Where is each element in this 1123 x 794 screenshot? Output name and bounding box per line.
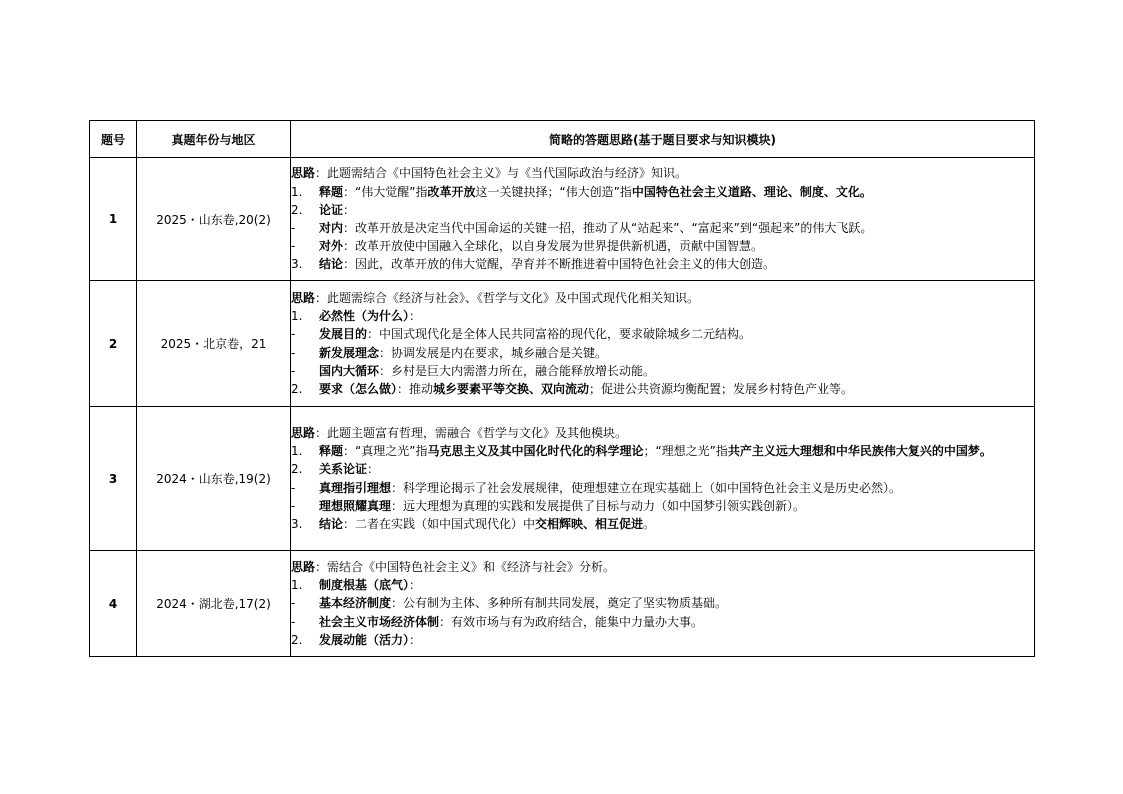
answer-line <box>291 237 1034 255</box>
answer-line <box>291 183 1034 201</box>
text: ：需结合《中国特色社会主义》和《经济与社会》分析。 <box>315 559 616 574</box>
text: ：乡村是巨大内需潜力所在，融合能释放增长动能。 <box>379 363 656 378</box>
text: ：公有制为主体、多种所有制共同发展，奠定了坚实物质基础。 <box>391 596 728 611</box>
question-number-cell: 3 <box>90 407 137 551</box>
answer-line <box>291 201 1034 219</box>
list-marker: - <box>291 614 296 629</box>
bold-text: 新发展理念 <box>319 345 380 360</box>
bold-text: 中国特色社会主义道路、理论、制度、文化。 <box>631 184 872 199</box>
text: ：此题主题富有哲理，需融合《哲学与文化》及其他模块。 <box>315 425 628 440</box>
answer-line <box>291 515 1034 533</box>
list-marker: 2. <box>291 202 303 217</box>
answer-approach-cell <box>291 158 1035 281</box>
bold-text: 真理指引理想 <box>319 480 392 495</box>
bold-text: 必然性（为什么） <box>319 309 410 324</box>
year-region-cell: 2024・湖北卷,17(2) <box>137 551 291 657</box>
list-marker: - <box>291 239 296 254</box>
text: ：改革开放是决定当代中国命运的关键一招，推动了从“站起来”、“富起来”到“强起来”的伟大飞跃。 <box>343 221 873 235</box>
bold-text: 理想照耀真理 <box>319 498 392 513</box>
text: ：二者在实践（如中国式现代化）中 <box>343 516 536 531</box>
list-marker: 1. <box>291 578 303 593</box>
answer-line <box>291 289 1034 307</box>
year-region-cell: 2024・山东卷,19(2) <box>137 407 291 551</box>
text: ： <box>343 202 356 217</box>
answer-approach-cell <box>291 281 1035 407</box>
answer-line <box>291 325 1034 343</box>
bold-text: 发展动能（活力） <box>319 632 410 647</box>
bold-text: 交相辉映、相互促进 <box>535 516 644 531</box>
answer-line <box>291 613 1034 631</box>
answer-line <box>291 255 1034 273</box>
bold-text: 释题 <box>319 444 344 459</box>
bold-text: 发展目的 <box>319 327 368 342</box>
list-marker: 2. <box>291 632 303 647</box>
list-marker: - <box>291 498 296 513</box>
text: ：中国式现代化是全体人民共同富裕的现代化，要求破除城乡二元结构。 <box>367 327 752 342</box>
answer-line <box>291 380 1034 398</box>
text: ；促进公共资源均衡配置；发展乡村特色产业等。 <box>589 381 854 396</box>
answer-approach-cell <box>291 551 1035 657</box>
list-marker: - <box>291 327 296 342</box>
table-header-row <box>90 121 1035 158</box>
answer-guide-table <box>89 120 1035 657</box>
list-marker: 2. <box>291 462 303 477</box>
list-marker: - <box>291 221 296 235</box>
bold-text: 要求（怎么做） <box>319 381 398 396</box>
text: ：此题需综合《经济与社会》、《哲学与文化》及中国式现代化相关知识。 <box>315 290 700 305</box>
list-marker: - <box>291 480 296 495</box>
header-year-region: 真题年份与地区 <box>137 121 291 158</box>
text: ： <box>409 578 422 593</box>
bold-text: 国内大循环 <box>319 363 380 378</box>
bold-text: 对内 <box>319 221 344 235</box>
question-number-cell: 1 <box>90 158 137 281</box>
list-marker: - <box>291 596 296 611</box>
header-answer-approach: 简略的答题思路(基于题目要求与知识模块) <box>291 121 1035 158</box>
text: ： <box>409 309 422 324</box>
text: ：推动 <box>397 381 434 396</box>
bold-text: 共产主义远大理想和中华民族伟大复兴的中国梦。 <box>727 444 992 459</box>
text: ：协调发展是内在要求，城乡融合是关键。 <box>379 345 608 360</box>
list-marker: 1. <box>291 184 303 199</box>
list-marker: 1. <box>291 309 303 324</box>
question-number-cell: 2 <box>90 281 137 407</box>
answer-line <box>291 164 1034 182</box>
list-marker: 1. <box>291 444 303 459</box>
list-marker: 3. <box>291 257 303 272</box>
answer-line <box>291 558 1034 576</box>
header-question-number: 题号 <box>90 121 137 158</box>
question-number-cell: 4 <box>90 551 137 657</box>
answer-line <box>291 497 1034 515</box>
bold-text: 社会主义市场经济体制 <box>319 614 440 629</box>
bold-text: 基本经济制度 <box>319 596 392 611</box>
list-marker: 3. <box>291 516 303 531</box>
text: ；“理想之光”指 <box>643 444 728 459</box>
bold-text: 马克思主义及其中国化时代化的科学理论 <box>427 444 644 459</box>
answer-line <box>291 576 1034 594</box>
table-row <box>90 407 1035 551</box>
text: ：有效市场与有为政府结合，能集中力量办大事。 <box>439 614 704 629</box>
bold-text: 思路 <box>291 559 316 574</box>
text: ： <box>367 462 380 477</box>
bold-text: 思路 <box>291 166 316 181</box>
answer-line <box>291 594 1034 612</box>
year-region-cell: 2025・山东卷,20(2) <box>137 158 291 281</box>
bold-text: 改革开放 <box>427 184 476 199</box>
table-row <box>90 551 1035 657</box>
list-marker: - <box>291 363 296 378</box>
bold-text: 思路 <box>291 290 316 305</box>
answer-line <box>291 479 1034 497</box>
answer-line <box>291 307 1034 325</box>
text: 这一关键抉择；“伟大创造”指 <box>475 184 632 199</box>
answer-line <box>291 344 1034 362</box>
answer-line <box>291 631 1034 649</box>
list-marker: 2. <box>291 381 303 396</box>
text: ：因此，改革开放的伟大觉醒，孕育并不断推进着中国特色社会主义的伟大创造。 <box>343 257 776 272</box>
bold-text: 论证 <box>319 202 344 217</box>
text: 。 <box>643 516 656 531</box>
table-row <box>90 158 1035 281</box>
bold-text: 释题 <box>319 184 344 199</box>
answer-line <box>291 460 1034 478</box>
bold-text: 制度根基（底气） <box>319 578 410 593</box>
answer-line <box>291 362 1034 380</box>
text: ：“真理之光”指 <box>343 444 428 459</box>
year-region-cell: 2025・北京卷，21 <box>137 281 291 407</box>
table-row <box>90 281 1035 407</box>
bold-text: 结论 <box>319 257 344 272</box>
text: ： <box>409 632 422 647</box>
list-marker: - <box>291 345 296 360</box>
text: ：改革开放使中国融入全球化，以自身发展为世界提供新机遇，贡献中国智慧。 <box>343 239 764 254</box>
answer-line <box>291 219 1034 237</box>
bold-text: 城乡要素平等交换、双向流动 <box>433 381 590 396</box>
answer-line <box>291 442 1034 460</box>
answer-approach-cell <box>291 407 1035 551</box>
bold-text: 思路 <box>291 425 316 440</box>
answer-line <box>291 424 1034 442</box>
text: ：远大理想为真理的实践和发展提供了目标与动力（如中国梦引领实践创新）。 <box>391 498 806 513</box>
bold-text: 对外 <box>319 239 344 254</box>
bold-text: 关系论证 <box>319 462 368 477</box>
text: ：“伟大觉醒”指 <box>343 184 428 199</box>
text: ：科学理论揭示了社会发展规律，使理想建立在现实基础上（如中国特色社会主义是历史必然）。 <box>391 480 902 495</box>
text: ：此题需结合《中国特色社会主义》与《当代国际政治与经济》知识。 <box>315 166 688 181</box>
bold-text: 结论 <box>319 516 344 531</box>
